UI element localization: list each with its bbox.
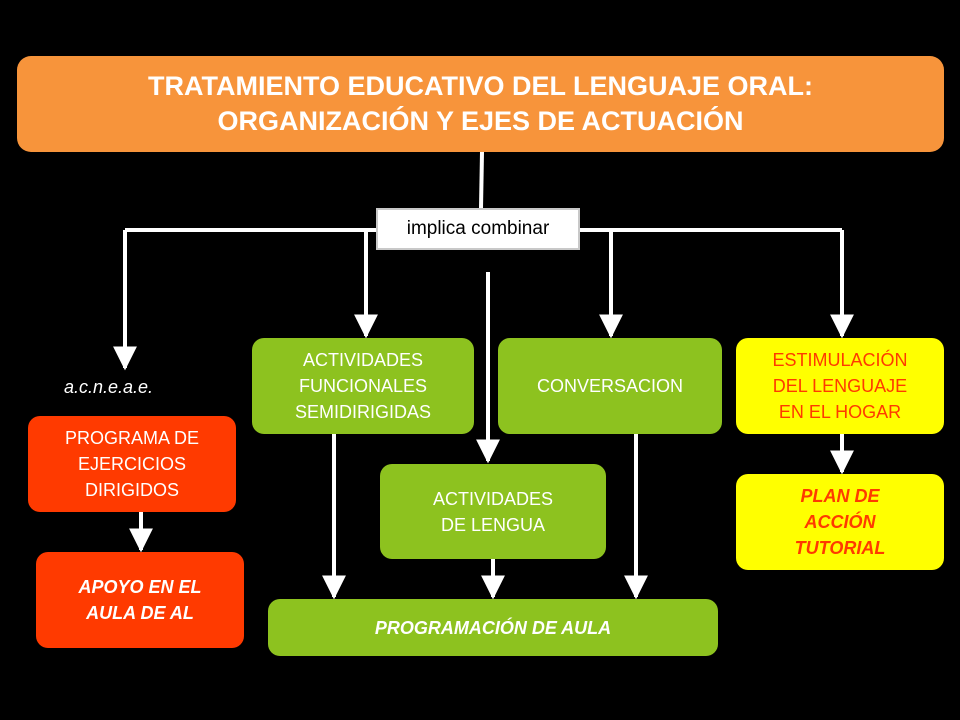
- actividades-lengua-box: ACTIVIDADES DE LENGUA: [380, 464, 606, 559]
- actividades-funcionales-box: ACTIVIDADES FUNCIONALES SEMIDIRIGIDAS: [252, 338, 474, 434]
- programa-ejercicios-box: PROGRAMA DE EJERCICIOS DIRIGIDOS: [28, 416, 236, 512]
- programacion-aula-box: PROGRAMACIÓN DE AULA: [268, 599, 718, 656]
- title-to-label-line: [481, 152, 482, 208]
- apoyo-aula-box: APOYO EN EL AULA DE AL: [36, 552, 244, 648]
- implica-combinar-label: implica combinar: [376, 208, 580, 250]
- acneae-label: a.c.n.e.a.e.: [64, 377, 154, 397]
- estimulacion-hogar-box: ESTIMULACIÓN DEL LENGUAJE EN EL HOGAR: [736, 338, 944, 434]
- title-line-1: TRATAMIENTO EDUCATIVO DEL LENGUAJE ORAL:: [147, 71, 813, 101]
- conversacion-box: CONVERSACION: [498, 338, 722, 434]
- diagram-title: [17, 56, 944, 152]
- plan-accion-tutorial-box: PLAN DE ACCIÓN TUTORIAL: [736, 474, 944, 570]
- title-line-2: ORGANIZACIÓN Y EJES DE ACTUACIÓN: [217, 106, 744, 136]
